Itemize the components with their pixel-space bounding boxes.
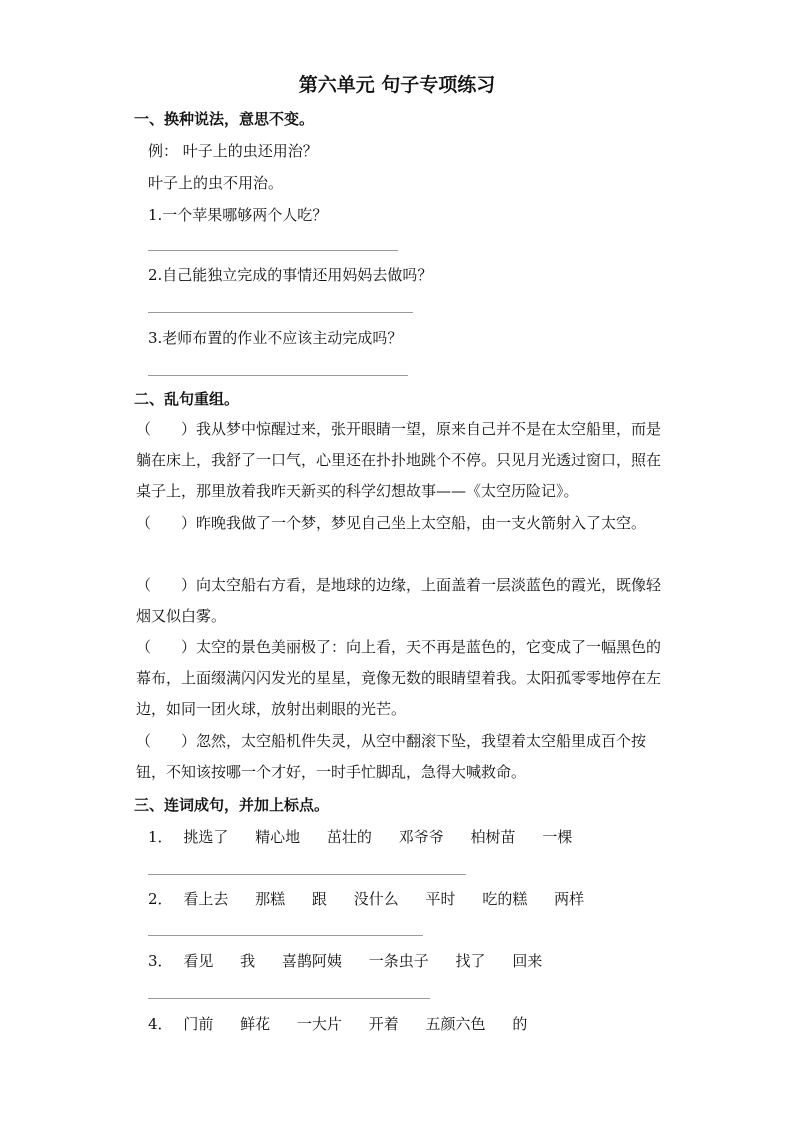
- word-chip: 没什么: [353, 890, 399, 908]
- word-chip: 开着: [368, 1015, 399, 1033]
- page-title: 第六单元 句子专项练习: [298, 74, 496, 96]
- word-chip: 门前: [183, 1015, 214, 1033]
- section-3-heading: 三、连词成句，并加上标点。: [134, 796, 330, 814]
- answer-line-4[interactable]: [148, 874, 466, 875]
- word-row-4: [148, 1013, 549, 1034]
- word-chip: 平时: [425, 890, 456, 908]
- section-2-heading: 二、乱句重组。: [134, 390, 240, 408]
- word-chip: 精心地: [255, 828, 301, 846]
- word-chip: 一条虫子: [368, 952, 429, 970]
- word-chip: 跟: [311, 890, 327, 908]
- row-number: 2．: [148, 890, 173, 908]
- word-chip: 一棵: [542, 828, 573, 846]
- question-3: 3.老师布置的作业不应该主动完成吗？: [148, 329, 403, 347]
- answer-line-3[interactable]: [148, 375, 408, 376]
- word-chip: 五颜六色: [425, 1015, 486, 1033]
- question-1: 1.一个苹果哪够两个人吃？: [148, 206, 328, 224]
- word-chip: 看见: [183, 952, 214, 970]
- word-chip: 的: [512, 1015, 528, 1033]
- word-chip: 茁壮的: [326, 828, 372, 846]
- word-chip: 挑选了: [183, 828, 229, 846]
- word-chip: 回来: [512, 952, 543, 970]
- word-chip: 柏树苗: [470, 828, 516, 846]
- word-chip: 我: [240, 952, 256, 970]
- word-chip: 那糕: [255, 890, 286, 908]
- reorder-paragraph-2: （ ）昨晚我做了一个梦，梦见自己坐上太空船，由一支火箭射入了太空。: [136, 514, 647, 532]
- word-row-1: [148, 826, 594, 847]
- row-number: 4．: [148, 1015, 173, 1033]
- answer-line-1[interactable]: [148, 250, 398, 251]
- reorder-paragraph-5: （ ）忽然，太空船机件失灵，从空中翻滚下坠，我望着太空船里成百个按钮，不知该按哪一个才好，一时手忙脚乱，急得大喊救命。: [136, 732, 647, 781]
- answer-line-2[interactable]: [148, 312, 413, 313]
- word-chip: 两样: [554, 890, 585, 908]
- answer-line-6[interactable]: [148, 998, 430, 999]
- word-row-3: [148, 950, 564, 971]
- word-row-2: [148, 888, 606, 909]
- question-2: 2.自己能独立完成的事情还用妈妈去做吗？: [148, 266, 433, 284]
- word-chip: 一大片: [296, 1015, 342, 1033]
- section-1-heading: 一、换种说法，意思不变。: [134, 110, 315, 128]
- reorder-paragraph-1: （ ）我从梦中惊醒过来，张开眼睛一望，原来自己并不是在太空船里，而是躺在床上，我舒了一口气，心里还在扑扑地跳个不停。只见月光透过窗口，照在桌子上，那里放着我昨天新买的科学幻想故事——《太空历险记》。: [136, 420, 662, 500]
- word-chip: 看上去: [183, 890, 229, 908]
- reorder-paragraph-3: （ ）向太空船右方看，是地球的边缘，上面盖着一层淡蓝色的霞光，既像轻烟又似白雾。: [136, 576, 662, 625]
- word-chip: 鲜花: [240, 1015, 271, 1033]
- row-number: 1．: [148, 828, 173, 846]
- word-chip: 吃的糕: [482, 890, 528, 908]
- example-answer: 叶子上的虫不用治。: [148, 174, 284, 192]
- reorder-paragraph-4: （ ）太空的景色美丽极了：向上看，天不再是蓝色的，它变成了一幅黑色的幕布，上面缀满闪闪发光的星星，竟像无数的眼睛望着我。太阳孤零零地停在左边，如同一团火球，放射出刺眼的光芒。: [136, 638, 662, 718]
- example-question: 例： 叶子上的虫还用治？: [148, 142, 318, 160]
- answer-line-5[interactable]: [148, 935, 423, 936]
- row-number: 3．: [148, 952, 173, 970]
- word-chip: 邓爷爷: [398, 828, 444, 846]
- word-chip: 找了: [455, 952, 486, 970]
- word-chip: 喜鹊阿姨: [281, 952, 342, 970]
